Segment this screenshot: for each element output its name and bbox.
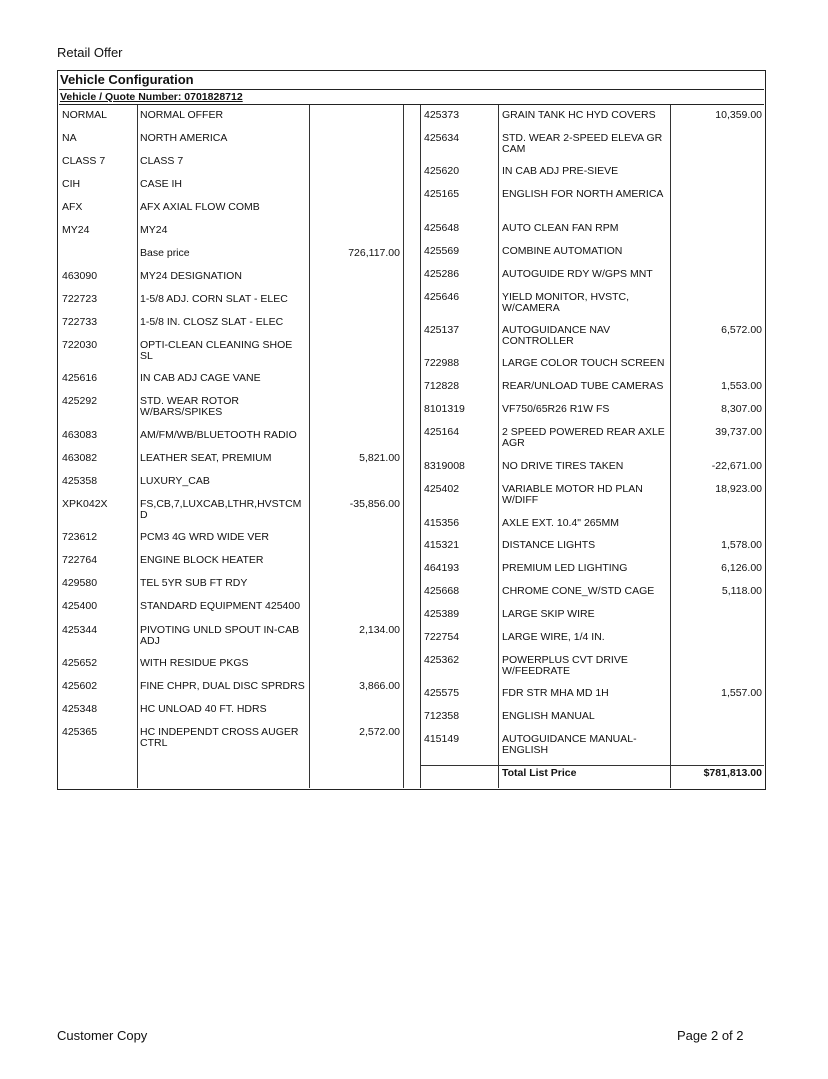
divider xyxy=(59,89,764,90)
row-desc: AUTO CLEAN FAN RPM xyxy=(502,222,619,234)
row-code: 722754 xyxy=(424,631,460,643)
row-desc: GRAIN TANK HC HYD COVERS xyxy=(502,109,656,121)
row-desc: PCM3 4G WRD WIDE VER xyxy=(140,531,269,543)
row-desc: FINE CHPR, DUAL DISC SPRDRS xyxy=(140,680,305,692)
row-code: 425400 xyxy=(62,600,98,612)
row-desc: FS,CB,7,LUXCAB,LTHR,HVSTCM D xyxy=(140,498,302,521)
row-desc: PIVOTING UNLD SPOUT IN-CAB ADJ xyxy=(140,624,300,647)
row-code: 429580 xyxy=(62,577,98,589)
row-desc: STD. WEAR ROTOR W/BARS/SPIKES xyxy=(140,395,239,418)
row-desc: OPTI-CLEAN CLEANING SHOE SL xyxy=(140,339,293,362)
row-code: MY24 xyxy=(62,224,90,236)
column-divider xyxy=(670,105,671,788)
row-desc: LARGE WIRE, 1/4 IN. xyxy=(502,631,605,643)
row-price: 3,866.00 xyxy=(359,680,400,692)
row-price: 6,572.00 xyxy=(721,324,762,336)
row-code: 425165 xyxy=(424,188,460,200)
row-desc: CLASS 7 xyxy=(140,155,184,167)
row-desc: LARGE SKIP WIRE xyxy=(502,608,595,620)
row-desc: VARIABLE MOTOR HD PLAN W/DIFF xyxy=(502,483,643,506)
row-desc: Base price xyxy=(140,247,190,259)
row-code: 722723 xyxy=(62,293,98,305)
row-code: CIH xyxy=(62,178,81,190)
row-code: 425602 xyxy=(62,680,98,692)
row-desc: NO DRIVE TIRES TAKEN xyxy=(502,460,624,472)
row-desc: CASE IH xyxy=(140,178,183,190)
row-code: 463083 xyxy=(62,429,98,441)
row-price: 2,134.00 xyxy=(359,624,400,636)
row-desc: LEATHER SEAT, PREMIUM xyxy=(140,452,272,464)
row-code: 425137 xyxy=(424,324,460,336)
row-code: AFX xyxy=(62,201,83,213)
row-code: 425616 xyxy=(62,372,98,384)
row-desc: HC INDEPENDT CROSS AUGER CTRL xyxy=(140,726,299,749)
row-desc: STANDARD EQUIPMENT 425400 xyxy=(140,600,301,612)
row-code: NA xyxy=(62,132,77,144)
row-desc: WITH RESIDUE PKGS xyxy=(140,657,249,669)
row-price: 1,557.00 xyxy=(721,687,762,699)
row-desc: VF750/65R26 R1W FS xyxy=(502,403,610,415)
row-desc: IN CAB ADJ CAGE VANE xyxy=(140,372,261,384)
column-divider xyxy=(403,105,404,788)
row-price: 1,578.00 xyxy=(721,539,762,551)
row-code: 425402 xyxy=(424,483,460,495)
row-code: 415356 xyxy=(424,517,460,529)
footer-copy-label: Customer Copy xyxy=(57,1028,148,1043)
row-code: 425668 xyxy=(424,585,460,597)
total-label: Total List Price xyxy=(502,767,577,779)
row-price: 18,923.00 xyxy=(715,483,762,495)
row-code: 415149 xyxy=(424,733,460,745)
row-code: 464193 xyxy=(424,562,460,574)
row-code: 425652 xyxy=(62,657,98,669)
row-desc: ENGLISH MANUAL xyxy=(502,710,595,722)
quote-number: Vehicle / Quote Number: 0701828712 xyxy=(60,91,243,103)
row-price: 8,307.00 xyxy=(721,403,762,415)
row-desc: 2 SPEED POWERED REAR AXLE AGR xyxy=(502,426,665,449)
row-desc: IN CAB ADJ PRE-SIEVE xyxy=(502,165,619,177)
document-title: Retail Offer xyxy=(57,45,123,60)
row-code: 425373 xyxy=(424,109,460,121)
row-code: 425362 xyxy=(424,654,460,666)
row-desc: HC UNLOAD 40 FT. HDRS xyxy=(140,703,267,715)
row-code: 425569 xyxy=(424,245,460,257)
row-desc: MY24 DESIGNATION xyxy=(140,270,242,282)
row-code: 723612 xyxy=(62,531,98,543)
row-code: 425575 xyxy=(424,687,460,699)
row-price: 6,126.00 xyxy=(721,562,762,574)
row-code: 415321 xyxy=(424,539,460,551)
row-code: 425646 xyxy=(424,291,460,303)
row-desc: AM/FM/WB/BLUETOOTH RADIO xyxy=(140,429,297,441)
row-desc: AUTOGUIDE RDY W/GPS MNT xyxy=(502,268,653,280)
row-desc: AFX AXIAL FLOW COMB xyxy=(140,201,260,213)
row-price: 5,821.00 xyxy=(359,452,400,464)
row-price: -35,856.00 xyxy=(349,498,400,510)
row-code: 425344 xyxy=(62,624,98,636)
row-code: NORMAL xyxy=(62,109,107,121)
row-code: 712828 xyxy=(424,380,460,392)
column-divider xyxy=(420,105,421,788)
row-desc: 1-5/8 IN. CLOSZ SLAT - ELEC xyxy=(140,316,284,328)
total-divider xyxy=(421,765,764,766)
row-code: 425164 xyxy=(424,426,460,438)
row-desc: MY24 xyxy=(140,224,168,236)
row-code: CLASS 7 xyxy=(62,155,106,167)
row-desc: YIELD MONITOR, HVSTC, W/CAMERA xyxy=(502,291,629,314)
section-title: Vehicle Configuration xyxy=(60,72,194,87)
column-divider xyxy=(498,105,499,788)
row-code: 425286 xyxy=(424,268,460,280)
row-desc: DISTANCE LIGHTS xyxy=(502,539,596,551)
row-desc: LUXURY_CAB xyxy=(140,475,210,487)
row-code: 463090 xyxy=(62,270,98,282)
row-desc: PREMIUM LED LIGHTING xyxy=(502,562,628,574)
row-price: -22,671.00 xyxy=(711,460,762,472)
row-price: 1,553.00 xyxy=(721,380,762,392)
row-desc: AXLE EXT. 10.4" 265MM xyxy=(502,517,619,529)
row-desc: 1-5/8 ADJ. CORN SLAT - ELEC xyxy=(140,293,288,305)
row-desc: REAR/UNLOAD TUBE CAMERAS xyxy=(502,380,664,392)
row-code: 425634 xyxy=(424,132,460,144)
row-desc: STD. WEAR 2-SPEED ELEVA GR CAM xyxy=(502,132,663,155)
row-code: 425389 xyxy=(424,608,460,620)
row-code: 425358 xyxy=(62,475,98,487)
row-code: 425648 xyxy=(424,222,460,234)
row-code: 712358 xyxy=(424,710,460,722)
row-desc: CHROME CONE_W/STD CAGE xyxy=(502,585,655,597)
row-desc: POWERPLUS CVT DRIVE W/FEEDRATE xyxy=(502,654,628,677)
row-desc: COMBINE AUTOMATION xyxy=(502,245,623,257)
column-divider xyxy=(309,105,310,788)
total-value: $781,813.00 xyxy=(703,767,762,779)
row-price: 726,117.00 xyxy=(348,247,400,259)
row-code: 8101319 xyxy=(424,403,465,415)
row-desc: AUTOGUIDANCE MANUAL- ENGLISH xyxy=(502,733,637,756)
column-divider xyxy=(137,105,138,788)
row-code: 722988 xyxy=(424,357,460,369)
page-number: Page 2 of 2 xyxy=(677,1028,744,1043)
row-price: 2,572.00 xyxy=(359,726,400,738)
row-desc: NORMAL OFFER xyxy=(140,109,224,121)
row-desc: NORTH AMERICA xyxy=(140,132,228,144)
row-code: 425292 xyxy=(62,395,98,407)
row-desc: AUTOGUIDANCE NAV CONTROLLER xyxy=(502,324,611,347)
row-code: 425348 xyxy=(62,703,98,715)
row-price: 39,737.00 xyxy=(715,426,762,438)
row-desc: FDR STR MHA MD 1H xyxy=(502,687,609,699)
row-desc: TEL 5YR SUB FT RDY xyxy=(140,577,248,589)
row-code: 8319008 xyxy=(424,460,465,472)
divider xyxy=(59,104,764,105)
row-code: 425620 xyxy=(424,165,460,177)
row-price: 5,118.00 xyxy=(721,585,762,597)
row-code: XPK042X xyxy=(62,498,108,510)
row-price: 10,359.00 xyxy=(715,109,762,121)
row-code: 463082 xyxy=(62,452,98,464)
row-code: 722733 xyxy=(62,316,98,328)
row-desc: ENGLISH FOR NORTH AMERICA xyxy=(502,188,664,200)
row-desc: LARGE COLOR TOUCH SCREEN xyxy=(502,357,665,369)
row-code: 425365 xyxy=(62,726,98,738)
row-code: 722030 xyxy=(62,339,98,351)
row-code: 722764 xyxy=(62,554,98,566)
row-desc: ENGINE BLOCK HEATER xyxy=(140,554,264,566)
